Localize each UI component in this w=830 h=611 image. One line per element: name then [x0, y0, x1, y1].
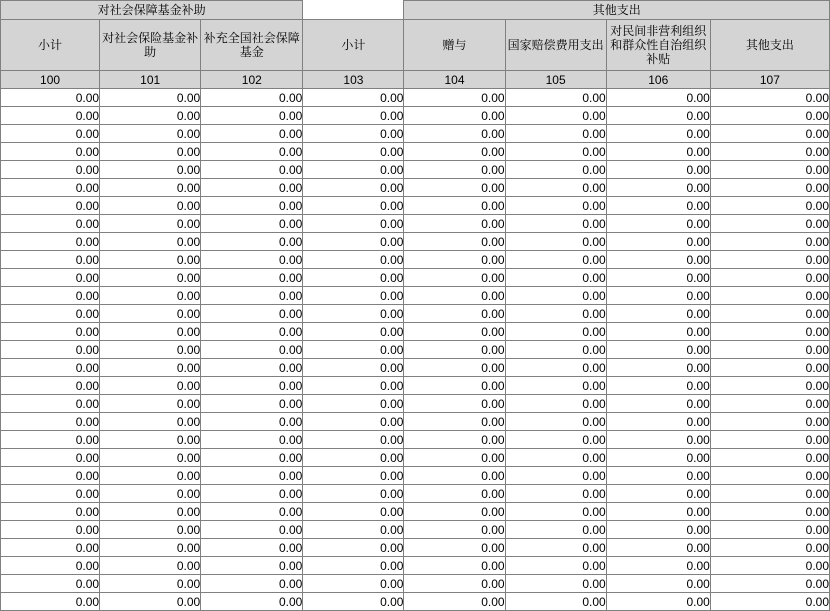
table-cell: 0.00: [404, 593, 505, 611]
table-cell: 0.00: [100, 89, 201, 107]
table-cell: 0.00: [505, 341, 606, 359]
table-cell: 0.00: [1, 449, 100, 467]
table-cell: 0.00: [505, 593, 606, 611]
table-cell: 0.00: [1, 395, 100, 413]
table-cell: 0.00: [606, 251, 710, 269]
table-cell: 0.00: [606, 197, 710, 215]
table-cell: 0.00: [710, 89, 829, 107]
table-cell: 0.00: [606, 359, 710, 377]
table-cell: 0.00: [1, 125, 100, 143]
table-cell: 0.00: [1, 359, 100, 377]
table-cell: 0.00: [606, 467, 710, 485]
table-cell: 0.00: [201, 287, 303, 305]
table-cell: 0.00: [303, 323, 404, 341]
table-cell: 0.00: [606, 539, 710, 557]
table-cell: 0.00: [404, 377, 505, 395]
table-cell: 0.00: [404, 575, 505, 593]
table-row: [1, 89, 830, 107]
table-row: [1, 359, 830, 377]
table-cell: 0.00: [404, 197, 505, 215]
table-cell: 0.00: [710, 143, 829, 161]
table-cell: 0.00: [201, 233, 303, 251]
table-cell: 0.00: [201, 539, 303, 557]
table-cell: 0.00: [404, 449, 505, 467]
table-cell: 0.00: [404, 431, 505, 449]
table-cell: 0.00: [404, 503, 505, 521]
table-cell: 0.00: [404, 269, 505, 287]
table-cell: 0.00: [201, 197, 303, 215]
table-cell: 0.00: [100, 539, 201, 557]
table-cell: 0.00: [303, 359, 404, 377]
column-code-0: 100: [1, 71, 100, 89]
table-cell: 0.00: [606, 161, 710, 179]
table-cell: 0.00: [201, 557, 303, 575]
table-cell: 0.00: [100, 359, 201, 377]
table-cell: 0.00: [303, 215, 404, 233]
table-cell: 0.00: [201, 161, 303, 179]
table-cell: 0.00: [1, 233, 100, 251]
table-cell: 0.00: [1, 305, 100, 323]
table-cell: 0.00: [1, 107, 100, 125]
table-row: [1, 287, 830, 305]
table-cell: 0.00: [100, 341, 201, 359]
table-cell: 0.00: [505, 125, 606, 143]
table-cell: 0.00: [505, 161, 606, 179]
table-cell: 0.00: [1, 467, 100, 485]
table-cell: 0.00: [303, 503, 404, 521]
table-cell: 0.00: [1, 521, 100, 539]
table-cell: 0.00: [303, 233, 404, 251]
column-header-row: [1, 20, 830, 71]
column-header-2: 补充全国社会保障基金: [201, 20, 303, 71]
table-cell: 0.00: [404, 359, 505, 377]
table-cell: 0.00: [1, 413, 100, 431]
table-cell: 0.00: [606, 107, 710, 125]
table-cell: 0.00: [505, 449, 606, 467]
table-cell: 0.00: [100, 197, 201, 215]
table-cell: 0.00: [710, 503, 829, 521]
table-cell: 0.00: [1, 215, 100, 233]
table-cell: 0.00: [710, 413, 829, 431]
table-cell: 0.00: [606, 413, 710, 431]
table-cell: 0.00: [201, 89, 303, 107]
table-cell: 0.00: [303, 89, 404, 107]
table-cell: 0.00: [710, 539, 829, 557]
column-code-6: 106: [606, 71, 710, 89]
table-row: [1, 395, 830, 413]
table-cell: 0.00: [100, 161, 201, 179]
table-cell: 0.00: [100, 431, 201, 449]
table-cell: 0.00: [201, 251, 303, 269]
table-cell: 0.00: [505, 377, 606, 395]
table-cell: 0.00: [201, 485, 303, 503]
table-cell: 0.00: [100, 467, 201, 485]
table-cell: 0.00: [1, 179, 100, 197]
table-cell: 0.00: [606, 89, 710, 107]
table-cell: 0.00: [606, 449, 710, 467]
column-code-1: 101: [100, 71, 201, 89]
table-cell: 0.00: [404, 485, 505, 503]
table-cell: 0.00: [100, 575, 201, 593]
table-row: [1, 269, 830, 287]
table-cell: 0.00: [606, 395, 710, 413]
table-cell: 0.00: [201, 449, 303, 467]
column-header-5: 国家赔偿费用支出: [505, 20, 606, 71]
table-cell: 0.00: [710, 197, 829, 215]
table-row: [1, 431, 830, 449]
table-cell: 0.00: [404, 125, 505, 143]
table-cell: 0.00: [710, 251, 829, 269]
table-cell: 0.00: [100, 179, 201, 197]
table-cell: 0.00: [404, 521, 505, 539]
table-cell: 0.00: [201, 215, 303, 233]
table-cell: 0.00: [404, 557, 505, 575]
table-cell: 0.00: [100, 323, 201, 341]
table-cell: 0.00: [404, 251, 505, 269]
table-row: [1, 197, 830, 215]
table-cell: 0.00: [100, 557, 201, 575]
column-header-4: 赠与: [404, 20, 505, 71]
column-header-1: 对社会保险基金补助: [100, 20, 201, 71]
table-cell: 0.00: [606, 269, 710, 287]
table-row: [1, 305, 830, 323]
table-cell: 0.00: [505, 197, 606, 215]
table-row: [1, 251, 830, 269]
table-cell: 0.00: [710, 521, 829, 539]
table-cell: 0.00: [404, 413, 505, 431]
table-cell: 0.00: [505, 485, 606, 503]
table-cell: 0.00: [100, 251, 201, 269]
table-cell: 0.00: [1, 431, 100, 449]
table-cell: 0.00: [201, 467, 303, 485]
table-cell: 0.00: [404, 89, 505, 107]
table-cell: 0.00: [201, 269, 303, 287]
table-cell: 0.00: [100, 413, 201, 431]
table-cell: 0.00: [1, 593, 100, 611]
table-cell: 0.00: [606, 575, 710, 593]
table-cell: 0.00: [606, 431, 710, 449]
table-cell: 0.00: [100, 125, 201, 143]
column-header-7: 其他支出: [710, 20, 829, 71]
table-cell: 0.00: [1, 269, 100, 287]
table-cell: 0.00: [505, 503, 606, 521]
table-cell: 0.00: [404, 143, 505, 161]
table-cell: 0.00: [710, 575, 829, 593]
table-cell: 0.00: [606, 305, 710, 323]
table-cell: 0.00: [201, 143, 303, 161]
table-cell: 0.00: [710, 287, 829, 305]
table-row: [1, 557, 830, 575]
table-cell: 0.00: [710, 485, 829, 503]
table-cell: 0.00: [606, 125, 710, 143]
table-cell: 0.00: [505, 179, 606, 197]
table-cell: 0.00: [710, 125, 829, 143]
table-cell: 0.00: [606, 485, 710, 503]
column-code-7: 107: [710, 71, 829, 89]
table-cell: 0.00: [710, 233, 829, 251]
table-cell: 0.00: [505, 143, 606, 161]
table-row: [1, 341, 830, 359]
table-cell: 0.00: [100, 377, 201, 395]
table-cell: 0.00: [710, 359, 829, 377]
table-cell: 0.00: [201, 521, 303, 539]
table-cell: 0.00: [303, 395, 404, 413]
table-cell: 0.00: [606, 341, 710, 359]
table-cell: 0.00: [100, 143, 201, 161]
table-cell: 0.00: [303, 269, 404, 287]
table-cell: 0.00: [201, 395, 303, 413]
table-cell: 0.00: [710, 269, 829, 287]
table-cell: 0.00: [505, 467, 606, 485]
group-header-spacer: [303, 1, 404, 20]
table-cell: 0.00: [606, 377, 710, 395]
table-cell: 0.00: [606, 323, 710, 341]
table-cell: 0.00: [100, 107, 201, 125]
table-cell: 0.00: [1, 341, 100, 359]
table-cell: 0.00: [303, 377, 404, 395]
table-row: [1, 485, 830, 503]
table-cell: 0.00: [710, 179, 829, 197]
table-row: [1, 179, 830, 197]
table-cell: 0.00: [303, 557, 404, 575]
table-cell: 0.00: [100, 593, 201, 611]
table-cell: 0.00: [1, 89, 100, 107]
table-cell: 0.00: [201, 179, 303, 197]
table-cell: 0.00: [710, 215, 829, 233]
table-cell: 0.00: [404, 107, 505, 125]
table-cell: 0.00: [201, 377, 303, 395]
table-cell: 0.00: [710, 557, 829, 575]
table-cell: 0.00: [505, 269, 606, 287]
table-cell: 0.00: [505, 323, 606, 341]
table-cell: 0.00: [505, 215, 606, 233]
table-cell: 0.00: [1, 251, 100, 269]
table-cell: 0.00: [404, 395, 505, 413]
table-cell: 0.00: [303, 485, 404, 503]
table-cell: 0.00: [1, 377, 100, 395]
table-row: [1, 521, 830, 539]
table-cell: 0.00: [505, 89, 606, 107]
table-row: [1, 449, 830, 467]
table-cell: 0.00: [303, 287, 404, 305]
table-cell: 0.00: [303, 251, 404, 269]
table-cell: 0.00: [303, 143, 404, 161]
table-cell: 0.00: [505, 575, 606, 593]
table-cell: 0.00: [710, 161, 829, 179]
table-cell: 0.00: [303, 341, 404, 359]
table-cell: 0.00: [404, 305, 505, 323]
table-cell: 0.00: [710, 341, 829, 359]
table-cell: 0.00: [404, 287, 505, 305]
table-cell: 0.00: [404, 323, 505, 341]
table-cell: 0.00: [303, 539, 404, 557]
table-cell: 0.00: [201, 503, 303, 521]
table-cell: 0.00: [303, 521, 404, 539]
table-cell: 0.00: [505, 233, 606, 251]
group-header-other-expenditure: 其他支出: [404, 1, 830, 20]
table-cell: 0.00: [100, 503, 201, 521]
table-row: [1, 539, 830, 557]
table-cell: 0.00: [100, 269, 201, 287]
table-cell: 0.00: [100, 233, 201, 251]
table-cell: 0.00: [606, 593, 710, 611]
table-row: [1, 413, 830, 431]
table-cell: 0.00: [100, 287, 201, 305]
table-cell: 0.00: [710, 377, 829, 395]
table-cell: 0.00: [505, 431, 606, 449]
table-cell: 0.00: [303, 305, 404, 323]
table-cell: 0.00: [100, 305, 201, 323]
table-row: [1, 467, 830, 485]
table-cell: 0.00: [201, 341, 303, 359]
table-cell: 0.00: [606, 233, 710, 251]
table-cell: 0.00: [1, 575, 100, 593]
column-code-3: 103: [303, 71, 404, 89]
table-cell: 0.00: [606, 521, 710, 539]
table-cell: 0.00: [1, 485, 100, 503]
table-cell: 0.00: [606, 557, 710, 575]
table-cell: 0.00: [505, 521, 606, 539]
table-cell: 0.00: [606, 287, 710, 305]
table-cell: 0.00: [303, 431, 404, 449]
table-cell: 0.00: [303, 179, 404, 197]
table-cell: 0.00: [1, 503, 100, 521]
table-cell: 0.00: [303, 467, 404, 485]
table-row: [1, 215, 830, 233]
table-cell: 0.00: [505, 413, 606, 431]
table-cell: 0.00: [505, 395, 606, 413]
table-cell: 0.00: [606, 143, 710, 161]
table-cell: 0.00: [201, 359, 303, 377]
table-row: [1, 575, 830, 593]
table-cell: 0.00: [303, 107, 404, 125]
table-cell: 0.00: [606, 215, 710, 233]
table-cell: 0.00: [505, 251, 606, 269]
table-cell: 0.00: [710, 323, 829, 341]
column-header-6: 对民间非营利组织和群众性自治组织补贴: [606, 20, 710, 71]
table-cell: 0.00: [303, 575, 404, 593]
table-cell: 0.00: [505, 539, 606, 557]
table-cell: 0.00: [404, 179, 505, 197]
table-cell: 0.00: [606, 503, 710, 521]
table-cell: 0.00: [505, 359, 606, 377]
table-cell: 0.00: [710, 107, 829, 125]
table-row: [1, 323, 830, 341]
table-cell: 0.00: [303, 449, 404, 467]
table-cell: 0.00: [710, 395, 829, 413]
table-cell: 0.00: [201, 413, 303, 431]
table-row: [1, 593, 830, 611]
table-cell: 0.00: [100, 449, 201, 467]
column-code-4: 104: [404, 71, 505, 89]
column-header-3: 小计: [303, 20, 404, 71]
column-header-0: 小计: [1, 20, 100, 71]
table-cell: 0.00: [303, 125, 404, 143]
table-cell: 0.00: [710, 467, 829, 485]
table-body: [1, 89, 830, 611]
table-cell: 0.00: [1, 161, 100, 179]
table-cell: 0.00: [710, 431, 829, 449]
table-cell: 0.00: [1, 323, 100, 341]
table-cell: 0.00: [201, 107, 303, 125]
table-cell: 0.00: [303, 413, 404, 431]
table-cell: 0.00: [100, 521, 201, 539]
table-cell: 0.00: [710, 449, 829, 467]
column-code-5: 105: [505, 71, 606, 89]
table-cell: 0.00: [201, 125, 303, 143]
table-cell: 0.00: [100, 485, 201, 503]
table-cell: 0.00: [201, 575, 303, 593]
table-cell: 0.00: [1, 539, 100, 557]
column-code-2: 102: [201, 71, 303, 89]
table-cell: 0.00: [303, 197, 404, 215]
table-cell: 0.00: [404, 233, 505, 251]
table-cell: 0.00: [404, 161, 505, 179]
table-row: [1, 503, 830, 521]
table-cell: 0.00: [1, 197, 100, 215]
table-row: [1, 143, 830, 161]
table-cell: 0.00: [303, 593, 404, 611]
table-cell: 0.00: [710, 593, 829, 611]
table-cell: 0.00: [100, 215, 201, 233]
table-cell: 0.00: [505, 287, 606, 305]
table-cell: 0.00: [505, 107, 606, 125]
table-cell: 0.00: [505, 305, 606, 323]
table-cell: 0.00: [303, 161, 404, 179]
column-code-row: [1, 71, 830, 89]
table-cell: 0.00: [1, 287, 100, 305]
table-cell: 0.00: [1, 143, 100, 161]
table-cell: 0.00: [404, 341, 505, 359]
table-cell: 0.00: [710, 305, 829, 323]
table-row: [1, 233, 830, 251]
table-cell: 0.00: [201, 593, 303, 611]
table-cell: 0.00: [404, 467, 505, 485]
table-row: [1, 377, 830, 395]
table-row: [1, 107, 830, 125]
table-cell: 0.00: [404, 215, 505, 233]
table-cell: 0.00: [606, 179, 710, 197]
table-cell: 0.00: [201, 323, 303, 341]
table-cell: 0.00: [505, 557, 606, 575]
table-cell: 0.00: [100, 395, 201, 413]
table-cell: 0.00: [201, 431, 303, 449]
table-cell: 0.00: [201, 305, 303, 323]
table-cell: 0.00: [1, 557, 100, 575]
table-cell: 0.00: [404, 539, 505, 557]
group-header-social-security-fund-subsidy: 对社会保障基金补助: [1, 1, 303, 20]
table-row: [1, 161, 830, 179]
table-row: [1, 125, 830, 143]
group-header-row: [1, 1, 830, 20]
